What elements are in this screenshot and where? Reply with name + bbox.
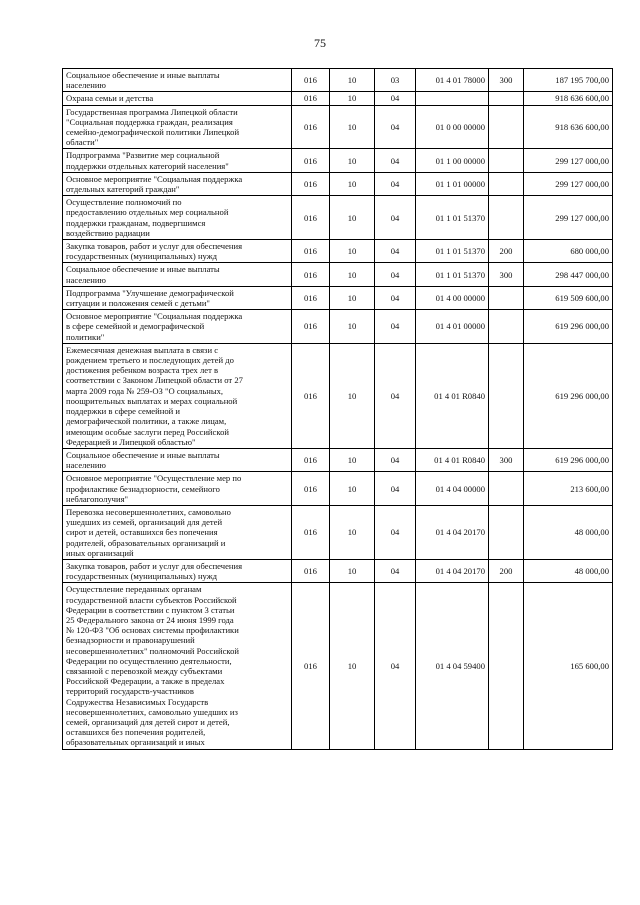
section-code-cell xyxy=(330,149,375,172)
administrator-code-text: 016 xyxy=(304,93,317,104)
section-code-text: 10 xyxy=(347,321,357,332)
target-article-code-text: 01 4 04 20170 xyxy=(435,527,485,538)
expense-type-code-cell xyxy=(489,149,524,172)
section-code-cell xyxy=(330,172,375,195)
section-code-text: 10 xyxy=(347,178,357,189)
administrator-code-cell xyxy=(292,172,330,195)
section-code-text: 10 xyxy=(347,155,357,166)
expense-name-text: Перевозка несовершеннолетних, самовольно ушедших из семей, организаций для детей сирот и детей, оставшихся без попечения родителей, образовательных организаций и иных организаций xyxy=(66,506,231,558)
subsection-code-cell xyxy=(375,240,416,263)
target-article-code-cell xyxy=(416,240,489,263)
section-code-text: 10 xyxy=(347,93,357,104)
expense-name-text: Подпрограмма "Улучшение демографической ситуации и положения семей с детьми" xyxy=(66,287,234,309)
amount-text: 187 195 700,00 xyxy=(555,75,609,86)
section-code-text: 10 xyxy=(347,483,357,494)
amount-cell xyxy=(524,505,613,559)
table-row xyxy=(63,172,613,195)
page-number: 75 xyxy=(314,36,326,50)
section-code-text: 10 xyxy=(347,660,357,671)
subsection-code-text: 04 xyxy=(390,121,400,132)
target-article-code-text: 01 4 01 00000 xyxy=(435,321,485,332)
amount-cell xyxy=(524,240,613,263)
subsection-code-text: 04 xyxy=(390,292,400,303)
expense-type-code-cell xyxy=(489,286,524,309)
amount-cell xyxy=(524,196,613,240)
target-article-code-text: 01 4 00 00000 xyxy=(435,292,485,303)
administrator-code-text: 016 xyxy=(304,75,317,86)
expense-name-cell xyxy=(63,172,292,195)
table-row xyxy=(63,69,613,92)
administrator-code-text: 016 xyxy=(304,660,317,671)
amount-cell xyxy=(524,105,613,149)
amount-cell xyxy=(524,343,613,448)
subsection-code-cell xyxy=(375,92,416,105)
expense-name-text: Социальное обеспечение и иные выплаты населению xyxy=(66,70,220,91)
amount-text: 298 447 000,00 xyxy=(555,269,609,280)
expense-name-text: Подпрограмма "Развитие мер социальной поддержки отдельных категорий населения" xyxy=(66,150,229,171)
expense-name-cell xyxy=(63,448,292,471)
expense-type-code-cell xyxy=(489,263,524,286)
target-article-code-cell xyxy=(416,448,489,471)
target-article-code-cell xyxy=(416,149,489,172)
amount-cell xyxy=(524,69,613,92)
target-article-code-cell xyxy=(416,472,489,506)
expense-name-text: Ежемесячная денежная выплата в связи с рождением третьего и последующих детей до достижения ребенком возраста трех лет в соответствии с Законом Липецкой области от 27 марта 2009 года № 259-ОЗ "О социальных, поощрительных выплатах и мерах социальной поддержки в сфере семейной и демографической политики, а также лицам, имеющим особые заслуги перед Российской Федерацией и Липецкой областью" xyxy=(66,344,243,447)
subsection-code-cell xyxy=(375,105,416,149)
subsection-code-cell xyxy=(375,286,416,309)
administrator-code-cell xyxy=(292,286,330,309)
subsection-code-cell xyxy=(375,172,416,195)
target-article-code-text: 01 4 01 78000 xyxy=(435,75,485,86)
administrator-code-cell xyxy=(292,559,330,582)
section-code-cell xyxy=(330,505,375,559)
expense-name-text: Основное мероприятие "Осуществление мер по профилактике безнадзорности, семейного неблагополучия" xyxy=(66,473,242,504)
target-article-code-text: 01 4 01 R0840 xyxy=(434,455,485,465)
expense-name-text: Закупка товаров, работ и услуг для обеспечения государственных (муниципальных) нужд xyxy=(66,560,243,582)
amount-cell xyxy=(524,92,613,105)
amount-text: 299 127 000,00 xyxy=(555,155,609,166)
expense-name-cell xyxy=(63,196,292,240)
target-article-code-cell xyxy=(416,105,489,149)
target-article-code-text: 01 1 01 00000 xyxy=(435,178,485,189)
section-code-cell xyxy=(330,286,375,309)
subsection-code-text: 04 xyxy=(390,269,400,280)
target-article-code-text: 01 0 00 00000 xyxy=(435,121,485,132)
subsection-code-text: 04 xyxy=(390,178,400,189)
expense-name-cell xyxy=(63,240,292,263)
amount-cell xyxy=(524,472,613,506)
expense-type-code-cell xyxy=(489,310,524,344)
amount-text: 918 636 600,00 xyxy=(555,93,609,104)
amount-text: 619 509 600,00 xyxy=(555,292,609,303)
amount-text: 619 296 000,00 xyxy=(555,455,609,465)
expense-type-code-cell xyxy=(489,240,524,263)
target-article-code-cell xyxy=(416,559,489,582)
amount-cell xyxy=(524,149,613,172)
subsection-code-cell xyxy=(375,343,416,448)
section-code-text: 10 xyxy=(347,269,357,280)
amount-text: 619 296 000,00 xyxy=(555,390,609,401)
target-article-code-text: 01 1 01 51370 xyxy=(435,269,485,280)
subsection-code-cell xyxy=(375,448,416,471)
amount-text: 299 127 000,00 xyxy=(555,212,609,223)
subsection-code-text: 04 xyxy=(390,155,400,166)
target-article-code-cell xyxy=(416,69,489,92)
section-code-cell xyxy=(330,448,375,471)
target-article-code-cell xyxy=(416,92,489,105)
section-code-cell xyxy=(330,196,375,240)
expense-type-code-text: 300 xyxy=(499,455,513,465)
subsection-code-text: 04 xyxy=(390,246,400,257)
expense-type-code-cell xyxy=(489,69,524,92)
expense-name-cell xyxy=(63,583,292,749)
expense-name-cell xyxy=(63,149,292,172)
subsection-code-text: 04 xyxy=(390,660,400,671)
administrator-code-cell xyxy=(292,505,330,559)
amount-text: 299 127 000,00 xyxy=(555,178,609,189)
subsection-code-cell xyxy=(375,472,416,506)
section-code-cell xyxy=(330,263,375,286)
target-article-code-text: 01 4 01 R0840 xyxy=(434,390,485,401)
table-row xyxy=(63,240,613,263)
expense-type-code-cell xyxy=(489,196,524,240)
subsection-code-text: 04 xyxy=(390,390,400,401)
target-article-code-text: 01 4 04 59400 xyxy=(435,660,485,671)
subsection-code-text: 04 xyxy=(390,566,400,577)
section-code-cell xyxy=(330,69,375,92)
expense-name-cell xyxy=(63,310,292,344)
administrator-code-text: 016 xyxy=(304,566,317,577)
table-row xyxy=(63,472,613,506)
table-row xyxy=(63,310,613,344)
administrator-code-text: 016 xyxy=(304,178,317,189)
amount-text: 48 000,00 xyxy=(574,566,609,577)
administrator-code-text: 016 xyxy=(304,121,317,132)
amount-text: 213 600,00 xyxy=(570,483,609,494)
administrator-code-cell xyxy=(292,149,330,172)
administrator-code-cell xyxy=(292,343,330,448)
expense-type-code-text: 200 xyxy=(499,566,513,577)
table-row xyxy=(63,583,613,749)
target-article-code-cell xyxy=(416,583,489,749)
expense-type-code-cell xyxy=(489,172,524,195)
subsection-code-cell xyxy=(375,263,416,286)
subsection-code-text: 04 xyxy=(390,93,400,104)
subsection-code-cell xyxy=(375,69,416,92)
administrator-code-cell xyxy=(292,105,330,149)
administrator-code-text: 016 xyxy=(304,292,317,303)
table-row xyxy=(63,343,613,448)
expense-type-code-cell xyxy=(489,472,524,506)
target-article-code-cell xyxy=(416,263,489,286)
expense-name-text: Закупка товаров, работ и услуг для обеспечения государственных (муниципальных) нужд xyxy=(66,241,243,262)
administrator-code-cell xyxy=(292,310,330,344)
administrator-code-cell xyxy=(292,583,330,749)
section-code-text: 10 xyxy=(347,246,357,257)
target-article-code-text: 01 4 04 00000 xyxy=(435,483,485,494)
section-code-text: 10 xyxy=(347,212,357,223)
administrator-code-text: 016 xyxy=(304,212,317,223)
target-article-code-text: 01 1 01 51370 xyxy=(435,246,485,257)
amount-text: 680 000,00 xyxy=(570,246,609,257)
target-article-code-text: 01 4 04 20170 xyxy=(435,566,485,577)
table-row xyxy=(63,263,613,286)
target-article-code-cell xyxy=(416,172,489,195)
amount-cell xyxy=(524,448,613,471)
section-code-text: 10 xyxy=(347,527,357,538)
expense-name-cell xyxy=(63,69,292,92)
expense-type-code-cell xyxy=(489,505,524,559)
administrator-code-text: 016 xyxy=(304,246,317,257)
subsection-code-cell xyxy=(375,583,416,749)
expense-name-text: Социальное обеспечение и иные выплаты населению xyxy=(66,264,220,285)
section-code-cell xyxy=(330,343,375,448)
expense-type-code-cell xyxy=(489,92,524,105)
target-article-code-cell xyxy=(416,343,489,448)
amount-cell xyxy=(524,263,613,286)
administrator-code-cell xyxy=(292,448,330,471)
amount-text: 48 000,00 xyxy=(574,527,609,538)
table-row xyxy=(63,505,613,559)
subsection-code-cell xyxy=(375,559,416,582)
administrator-code-cell xyxy=(292,92,330,105)
administrator-code-text: 016 xyxy=(304,155,317,166)
expense-type-code-cell xyxy=(489,343,524,448)
expense-name-cell xyxy=(63,263,292,286)
subsection-code-cell xyxy=(375,505,416,559)
target-article-code-cell xyxy=(416,310,489,344)
section-code-cell xyxy=(330,92,375,105)
target-article-code-text: 01 1 01 51370 xyxy=(435,212,485,223)
table-row xyxy=(63,196,613,240)
table-body xyxy=(63,69,613,750)
table-row xyxy=(63,92,613,105)
administrator-code-cell xyxy=(292,240,330,263)
section-code-text: 10 xyxy=(347,566,357,577)
expense-name-cell xyxy=(63,559,292,582)
administrator-code-text: 016 xyxy=(304,483,317,494)
subsection-code-text: 04 xyxy=(390,321,400,332)
amount-cell xyxy=(524,286,613,309)
section-code-cell xyxy=(330,310,375,344)
amount-cell xyxy=(524,559,613,582)
subsection-code-cell xyxy=(375,149,416,172)
expense-name-text: Осуществление полномочий по предоставлению отдельных мер социальной поддержки гражданам, подвергшимся воздействию радиации xyxy=(66,197,229,238)
administrator-code-cell xyxy=(292,196,330,240)
subsection-code-cell xyxy=(375,196,416,240)
subsection-code-cell xyxy=(375,310,416,344)
amount-text: 165 600,00 xyxy=(570,660,609,671)
section-code-cell xyxy=(330,472,375,506)
amount-cell xyxy=(524,172,613,195)
section-code-cell xyxy=(330,559,375,582)
expense-name-cell xyxy=(63,105,292,149)
administrator-code-cell xyxy=(292,263,330,286)
section-code-cell xyxy=(330,105,375,149)
expense-name-text: Социальное обеспечение и иные выплаты населению xyxy=(66,449,220,471)
expense-name-text: Охрана семьи и детства xyxy=(66,93,154,104)
target-article-code-cell xyxy=(416,286,489,309)
expense-name-cell xyxy=(63,472,292,506)
target-article-code-cell xyxy=(416,196,489,240)
expense-type-code-cell xyxy=(489,583,524,749)
section-code-text: 10 xyxy=(347,390,357,401)
administrator-code-text: 016 xyxy=(304,269,317,280)
section-code-cell xyxy=(330,583,375,749)
table-row xyxy=(63,559,613,582)
section-code-text: 10 xyxy=(347,75,357,86)
expense-name-cell xyxy=(63,505,292,559)
administrator-code-cell xyxy=(292,69,330,92)
expense-name-text: Государственная программа Липецкой области "Социальная поддержка граждан, реализация семейно-демографической политики Липецкой области" xyxy=(66,106,240,148)
administrator-code-text: 016 xyxy=(304,527,317,538)
amount-cell xyxy=(524,310,613,344)
table-row xyxy=(63,286,613,309)
subsection-code-text: 04 xyxy=(390,527,400,538)
subsection-code-text: 03 xyxy=(390,75,400,86)
target-article-code-cell xyxy=(416,505,489,559)
table-row xyxy=(63,105,613,149)
expense-name-cell xyxy=(63,343,292,448)
expense-type-code-text: 300 xyxy=(499,269,513,280)
expense-name-text: Осуществление переданных органам государственной власти субъектов Российской Федерации в соответствии с пунктом 3 статьи 25 Федерального закона от 24 июня 1999 года № 120-ФЗ "Об основах системы профилактики безнадзорности и правонарушений несовершеннолетних" полномочий Российской Федерации по осуществлению деятельности, связанной с перевозкой между субъектами Российской Федерации, а также в пределах территорий государств-участников Содружества Независимых Государств несовершеннолетних, самовольно ушедших из семей, организаций для детей сирот и детей, оставшихся без попечения родителей, образовательных организаций и иных xyxy=(66,584,240,748)
expense-name-text: Основное мероприятие "Социальная поддержка отдельных категорий граждан" xyxy=(66,173,243,195)
expense-name-cell xyxy=(63,286,292,309)
amount-cell xyxy=(524,583,613,749)
section-code-text: 10 xyxy=(347,292,357,303)
amount-text: 918 636 600,00 xyxy=(555,121,609,132)
expense-name-cell xyxy=(63,92,292,105)
administrator-code-cell xyxy=(292,472,330,506)
subsection-code-text: 04 xyxy=(390,212,400,223)
administrator-code-text: 016 xyxy=(304,321,317,332)
expense-name-text: Основное мероприятие "Социальная поддержка в сфере семейной и демографической политики" xyxy=(66,311,243,342)
target-article-code-text: 01 1 00 00000 xyxy=(435,155,485,166)
expense-type-code-cell xyxy=(489,448,524,471)
table-row xyxy=(63,149,613,172)
subsection-code-text: 04 xyxy=(390,483,400,494)
expense-type-code-cell xyxy=(489,559,524,582)
administrator-code-text: 016 xyxy=(304,455,317,465)
subsection-code-text: 04 xyxy=(390,455,400,465)
table-row xyxy=(63,448,613,471)
expense-type-code-cell xyxy=(489,105,524,149)
administrator-code-text: 016 xyxy=(304,390,317,401)
section-code-cell xyxy=(330,240,375,263)
section-code-text: 10 xyxy=(347,455,357,465)
expense-type-code-text: 300 xyxy=(499,75,513,86)
section-code-text: 10 xyxy=(347,121,357,132)
expense-type-code-text: 200 xyxy=(499,246,513,257)
amount-text: 619 296 000,00 xyxy=(555,321,609,332)
budget-table xyxy=(62,68,613,750)
